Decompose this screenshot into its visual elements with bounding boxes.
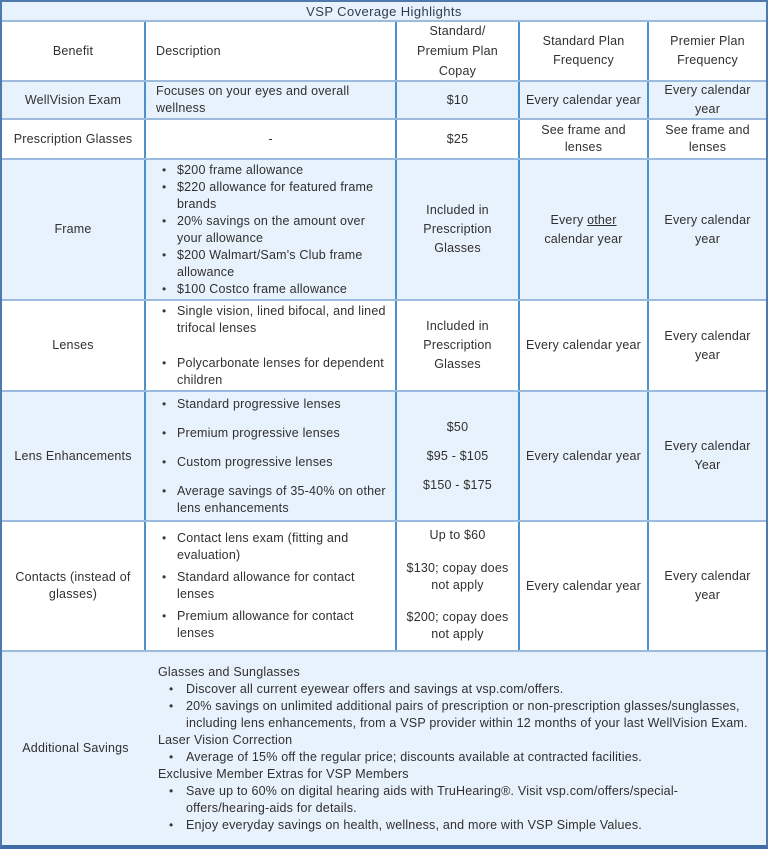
description-cell (146, 82, 397, 118)
description-cell (146, 522, 397, 650)
bullet-item: • Average of 15% off the regular price; discounts available at contracted facilities. (149, 749, 756, 766)
standard-frequency-cell: Every calendar year (520, 82, 649, 118)
copay-cell (397, 392, 520, 520)
copay-item: $200; copay does not apply (406, 610, 509, 641)
standard-frequency-cell (520, 160, 649, 299)
standard-frequency-text: Every other calendar year (544, 212, 623, 246)
description-cell: - (146, 120, 397, 158)
standard-frequency-cell: Every calendar year (520, 522, 649, 650)
description-text: Focuses on your eyes and overall wellness (156, 84, 350, 115)
column-header-benefit: Benefit (2, 22, 146, 80)
bullet-item: • Polycarbonate lenses for dependent children (146, 355, 387, 389)
section-heading: Glasses and Sunglasses (158, 664, 300, 679)
bullet-item: • 20% savings on unlimited additional pairs of prescription or non-prescription glasses/sunglasses, including lens enhancements, from a VSP provider within 12 months of your last WellVision Exam. (149, 698, 756, 732)
bullet-item: • $200 frame allowance (146, 162, 387, 179)
benefit-cell: Lenses (2, 301, 146, 390)
copay-item: $130; copay does not apply (406, 560, 509, 592)
header-copay-line: Premium Plan (417, 44, 498, 58)
premier-frequency-cell: Every calendar year (664, 569, 751, 602)
premier-frequency-cell: See frame and lenses (665, 123, 750, 154)
premier-frequency-cell: Every calendar year (664, 212, 751, 246)
copay-cell: Included in Prescription Glasses (397, 160, 520, 299)
benefit-cell: Prescription Glasses (2, 120, 146, 158)
bullet-item: • Save up to 60% on digital hearing aids with TruHearing®. Visit vsp.com/offers/special-offers/hearing-aids for details. (149, 783, 756, 817)
premier-frequency-cell: Every calendar year (664, 83, 751, 116)
column-header-premier-frequency: Premier Plan Frequency (670, 34, 745, 67)
column-header-description: Description (146, 22, 397, 80)
bullet-item: • Custom progressive lenses (146, 454, 387, 471)
section-heading: Exclusive Member Extras for VSP Members (158, 766, 409, 781)
premier-frequency-cell: Every calendar year (664, 328, 751, 362)
copay-cell (397, 522, 520, 650)
column-header-standard-frequency: Standard Plan Frequency (520, 22, 649, 80)
copay-line: $50 (446, 419, 469, 434)
copay-cell: $25 (397, 120, 520, 158)
benefit-cell: Frame (2, 160, 146, 299)
bullet-item: • Average savings of 35-40% on other lens enhancements (146, 483, 387, 517)
bullet-item: • $220 allowance for featured frame brands (146, 179, 387, 213)
bullet-item: • $200 Walmart/Sam's Club frame allowance (146, 247, 387, 281)
bullet-item: • Contact lens exam (fitting and evaluation) (146, 530, 387, 564)
description-cell (146, 160, 397, 299)
copay-line: $150 - $175 (423, 477, 492, 492)
benefit-cell: WellVision Exam (2, 82, 146, 118)
bullet-item: • Premium progressive lenses (146, 425, 387, 442)
table-row-lens-enhancements (2, 392, 766, 522)
table-row-lenses (2, 301, 766, 392)
benefit-cell: Additional Savings (22, 741, 129, 755)
premier-frequency-cell: Every calendar Year (664, 439, 751, 472)
standard-frequency-cell: Every calendar year (520, 392, 649, 520)
table-row-frame (2, 160, 766, 301)
bullet-item: • 20% savings on the amount over your allowance (146, 213, 387, 247)
benefit-cell: Contacts (instead of glasses) (2, 522, 146, 650)
bullet-item: • Standard progressive lenses (146, 396, 387, 413)
copay-line: $95 - $105 (426, 448, 489, 463)
bullet-item: • Discover all current eyewear offers and savings at vsp.com/offers. (149, 681, 756, 698)
copay-cell: $10 (397, 82, 520, 118)
header-copay-line: Standard/ (429, 24, 486, 38)
standard-frequency-cell: Every calendar year (520, 301, 649, 390)
title-row (2, 2, 766, 22)
copay-cell: Included in Prescription Glasses (397, 301, 520, 390)
bullet-item: • Standard allowance for contact lenses (146, 569, 387, 603)
standard-frequency-cell: See frame and lenses (520, 120, 649, 158)
copay-item: Up to $60 (429, 528, 486, 542)
header-row (2, 22, 766, 82)
table-row-wellvision-exam (2, 82, 766, 120)
section-heading: Laser Vision Correction (158, 732, 293, 747)
additional-savings-content (149, 652, 766, 845)
header-copay-line: Copay (438, 64, 477, 78)
table-row-additional-savings (2, 652, 766, 845)
benefit-cell: Lens Enhancements (2, 392, 146, 520)
table-row-prescription-glasses (2, 120, 766, 160)
column-header-copay (397, 22, 520, 80)
bullet-item: • $100 Costco frame allowance (146, 281, 387, 298)
description-cell (146, 301, 397, 390)
description-cell (146, 392, 397, 520)
bullet-item: • Single vision, lined bifocal, and lined trifocal lenses (146, 303, 387, 337)
table-title: VSP Coverage Highlights (306, 3, 462, 19)
underlined-word: other (587, 212, 617, 227)
bullet-item: • Premium allowance for contact lenses (146, 608, 387, 642)
table-row-contacts (2, 522, 766, 652)
bullet-item: • Enjoy everyday savings on health, wellness, and more with VSP Simple Values. (149, 817, 756, 834)
